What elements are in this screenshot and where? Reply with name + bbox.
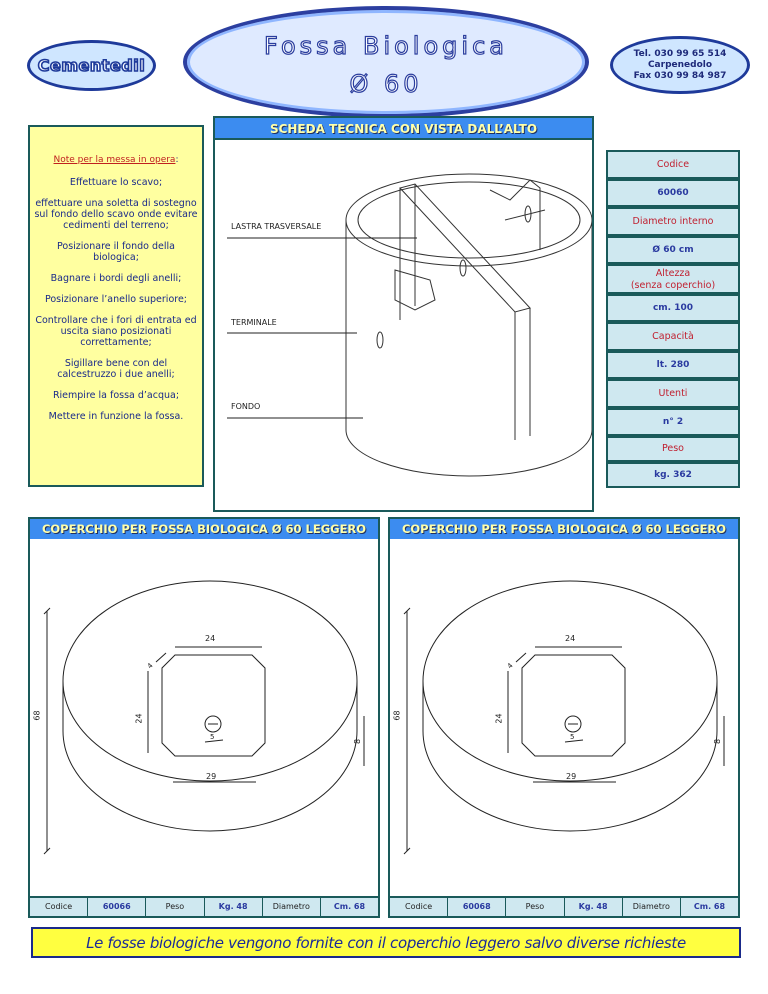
- footer-diametro: Cm. 68: [693, 902, 726, 911]
- footer-peso-label: Peso: [146, 898, 204, 916]
- contact-city: Carpenedolo: [647, 59, 713, 70]
- dim-side: 24: [494, 713, 504, 724]
- dim-bottom: 29: [566, 772, 577, 781]
- notes-heading: Note per la messa in opera:: [53, 155, 179, 165]
- footer-diametro-label: Diametro: [263, 898, 321, 916]
- dim-hole: 5: [570, 733, 575, 741]
- company-logo: [27, 40, 156, 91]
- footer-peso: Kg. 48: [205, 898, 263, 916]
- spec-codice-value: 60060: [606, 179, 740, 207]
- page-title: Fossa Biologica: [264, 32, 508, 60]
- dim-bottom: 29: [206, 772, 217, 781]
- note-step: Effettuare lo scavo;: [69, 177, 163, 188]
- spec-altezza-value: cm. 100: [606, 294, 740, 322]
- note-step: Controllare che i fori di entrata ed uscita siano posizionati correttamente;: [35, 315, 197, 348]
- spec-altezza-label: Altezza (senza coperchio): [606, 264, 740, 294]
- note-step: Posizionare il fondo della biologica;: [57, 241, 175, 263]
- spec-diametro-value: Ø 60 cm: [606, 236, 740, 264]
- footer-peso-label: Peso: [506, 898, 564, 916]
- note-step: Mettere in funzione la fossa.: [48, 411, 184, 422]
- spec-utenti-value: n° 2: [606, 408, 740, 436]
- spec-utenti-label: Utenti: [606, 379, 740, 408]
- dim-side: 24: [134, 713, 144, 724]
- spec-diametro-label: Diametro interno: [606, 207, 740, 236]
- footer-diametro: Cm. 68: [333, 902, 366, 911]
- dim-chamfer: 4: [145, 661, 155, 671]
- dim-chamfer: 4: [505, 661, 515, 671]
- cover-drawing: [30, 541, 378, 896]
- cover-panel-title: COPERCHIO PER FOSSA BIOLOGICA Ø 60 LEGGERO: [390, 519, 738, 539]
- schema-title: SCHEDA TECNICA CON VISTA DALL’ALTO: [215, 118, 592, 140]
- contact-fax: Fax 030 99 84 987: [633, 70, 727, 81]
- cover-panel-2: [388, 517, 740, 918]
- label-fondo: FONDO: [231, 402, 261, 411]
- contact-badge: [610, 36, 750, 94]
- footer-banner: Le fosse biologiche vengono fornite con il coperchio leggero salvo diverse richieste: [31, 927, 741, 958]
- note-step: effettuare una soletta di sostegno sul fondo dello scavo onde evitare cedimenti del terreno;: [34, 198, 198, 231]
- contact-phone: Tel. 030 99 65 514: [633, 48, 727, 59]
- page-subtitle: Ø 60: [349, 70, 423, 98]
- note-step: Sigillare bene con del calcestruzzo i due anelli;: [57, 358, 175, 380]
- spec-capacita-label: Capacità: [606, 322, 740, 351]
- label-lastra: LASTRA TRASVERSALE: [231, 222, 322, 231]
- note-step: Posizionare l’anello superiore;: [44, 294, 188, 305]
- footer-codice: 60066: [88, 898, 146, 916]
- dim-top: 24: [205, 634, 216, 643]
- note-step: Bagnare i bordi degli anelli;: [50, 273, 182, 284]
- dim-top: 24: [565, 634, 576, 643]
- cover-footer: [390, 896, 738, 916]
- label-terminale: TERMINALE: [231, 318, 277, 327]
- installation-notes: [28, 125, 204, 487]
- dim-height: 8: [713, 738, 723, 745]
- spec-peso-value: kg. 362: [606, 462, 740, 488]
- footer-codice-label: Codice: [30, 898, 88, 916]
- dim-outer: 68: [32, 710, 42, 721]
- cover-drawing: [390, 541, 738, 896]
- footer-diametro-label: Diametro: [623, 898, 681, 916]
- technical-drawing-panel: [213, 116, 594, 512]
- title-banner: [183, 6, 589, 118]
- note-step: Riempire la fossa d’acqua;: [52, 390, 180, 401]
- cover-panel-1: [28, 517, 380, 918]
- dim-height: 8: [353, 738, 363, 745]
- spec-peso-label: Peso: [606, 436, 740, 462]
- spec-codice-label: Codice: [606, 150, 740, 179]
- cover-panel-title: COPERCHIO PER FOSSA BIOLOGICA Ø 60 LEGGERO: [30, 519, 378, 539]
- footer-codice: 60068: [448, 898, 506, 916]
- footer-codice-label: Codice: [390, 898, 448, 916]
- cover-footer: [30, 896, 378, 916]
- dim-outer: 68: [392, 710, 402, 721]
- logo-text: Cementedil: [37, 56, 146, 75]
- dim-hole: 5: [210, 733, 215, 741]
- spec-capacita-value: lt. 280: [606, 351, 740, 379]
- footer-peso: Kg. 48: [565, 898, 623, 916]
